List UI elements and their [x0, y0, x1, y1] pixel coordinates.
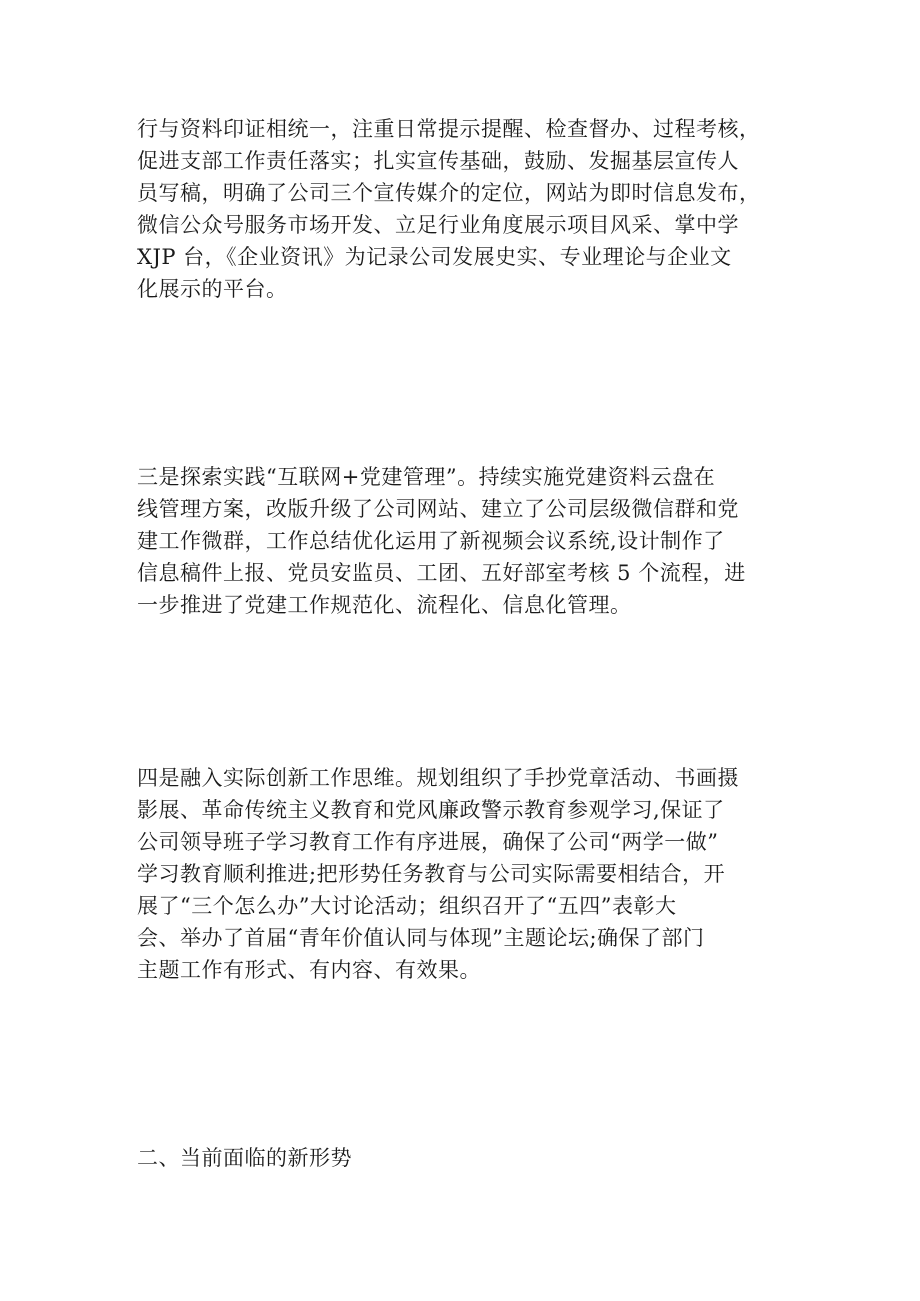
text-line: 四是融入实际创新工作思维。规划组织了手抄党章活动、书画摄 — [137, 766, 739, 790]
text-line: 公司领导班子学习教育工作有序进展，确保了公司“两学一做” — [137, 830, 719, 854]
text-line: 化展示的平台。 — [137, 277, 288, 301]
text-line: 建工作微群，工作总结优化运用了新视频会议系统,设计制作了 — [137, 529, 725, 553]
paragraph-innovative-thinking — [137, 762, 797, 986]
heading-text: 二、当前面临的新形势 — [137, 1146, 352, 1170]
text-line: 线管理方案，改版升级了公司网站、建立了公司层级微信群和党 — [137, 497, 739, 521]
section-heading — [137, 1142, 797, 1174]
text-line: 会、举办了首届“青年价值认同与体现”主题论坛;确保了部门 — [137, 926, 705, 950]
text-line: XJP 台，《企业资讯》为记录公司发展史实、专业理论与企业文 — [137, 245, 732, 269]
text-line: 行与资料印证相统一，注重日常提示提醒、检查督办、过程考核， — [137, 117, 761, 141]
paragraph-internet-party-building — [137, 461, 797, 621]
paragraph-record-platforms — [137, 113, 797, 305]
text-line: 主题工作有形式、有内容、有效果。 — [137, 958, 481, 982]
text-line: 学习教育顺利推进;把形势任务教育与公司实际需要相结合，开 — [137, 862, 726, 886]
text-line: 展了“三个怎么办”大讨论活动；组织召开了“五四”表彰大 — [137, 894, 677, 918]
text-line: 信息稿件上报、党员安监员、工团、五好部室考核 5 个流程，进 — [137, 561, 746, 585]
text-line: 影展、革命传统主义教育和党风廉政警示教育参观学习,保证了 — [137, 798, 725, 822]
text-line: 三是探索实践“互联网+党建管理”。持续实施党建资料云盘在 — [137, 465, 716, 489]
text-line: 员写稿，明确了公司三个宣传媒介的定位，网站为即时信息发布， — [137, 181, 761, 205]
text-line: 微信公众号服务市场开发、立足行业角度展示项目风采、掌中学 — [137, 213, 739, 237]
text-line: 促进支部工作责任落实；扎实宣传基础，鼓励、发掘基层宣传人 — [137, 149, 739, 173]
text-line: 一步推进了党建工作规范化、流程化、信息化管理。 — [137, 593, 632, 617]
